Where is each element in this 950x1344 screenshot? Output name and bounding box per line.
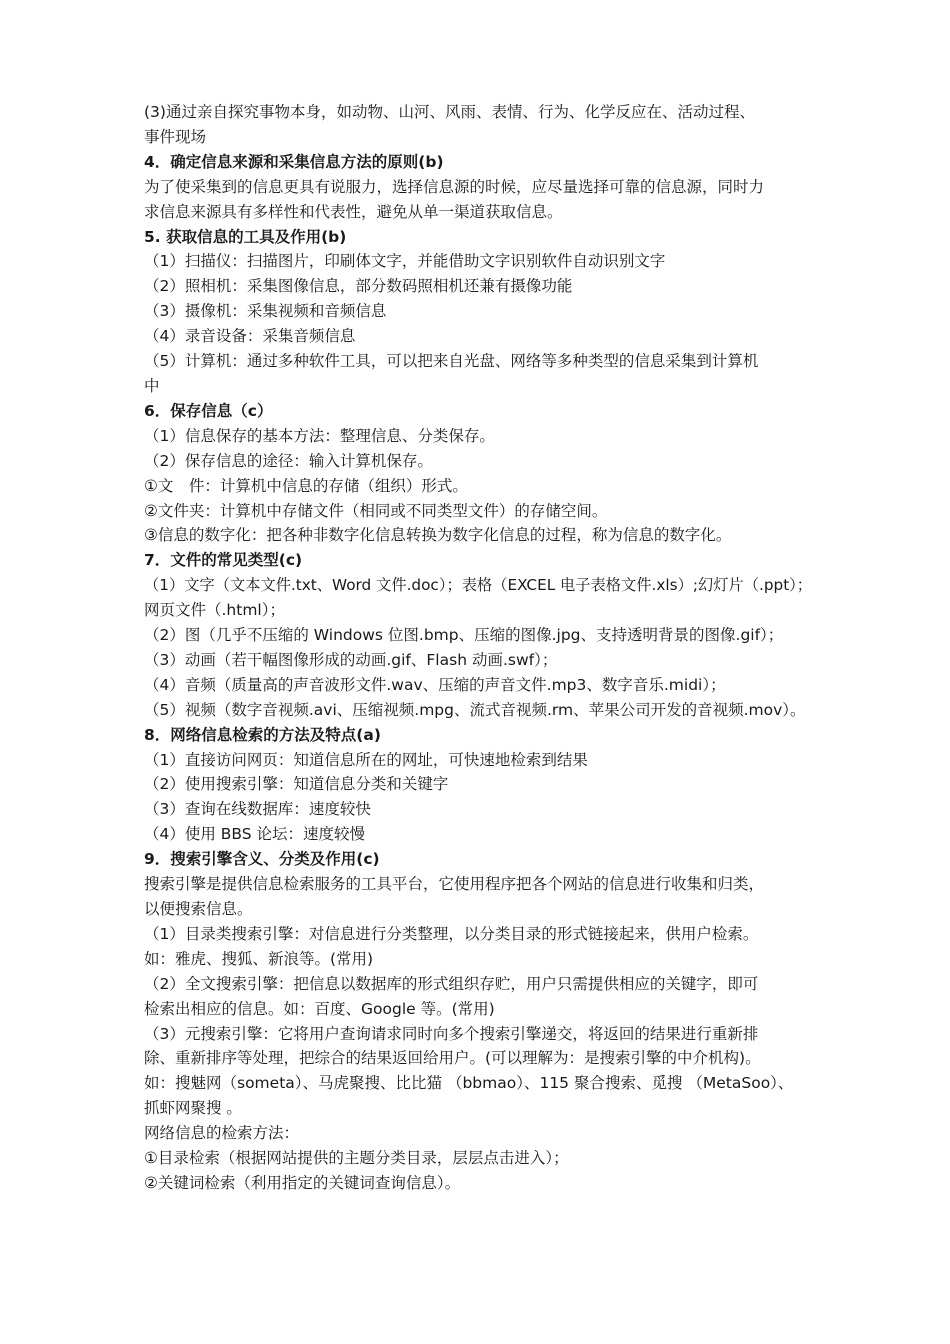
text-line: 如：搜魅网（someta）、马虎聚搜、比比猫 （bbmao）、115 聚合搜索、觅搜 （MetaSoo）、 bbox=[144, 1074, 794, 1093]
text-line: 搜索引擎是提供信息检索服务的工具平台，它使用程序把各个网站的信息进行收集和归类， bbox=[144, 875, 765, 894]
text-line: （2）使用搜索引擎：知道信息分类和关键字 bbox=[144, 775, 449, 794]
text-line: （4）音频（质量高的声音波形文件.wav、压缩的声音文件.mp3、数字音乐.midi）； bbox=[144, 675, 726, 694]
text-line: ①目录检索（根据网站提供的主题分类目录，层层点击进入）； bbox=[144, 1149, 569, 1168]
text-line: ③信息的数字化：把各种非数字化信息转换为数字化信息的过程，称为信息的数字化。 bbox=[144, 526, 732, 545]
text-line: 网页文件（.html）； bbox=[144, 601, 285, 620]
text-line: 事件现场 bbox=[144, 127, 207, 146]
section-heading: 8．网络信息检索的方法及特点(a) bbox=[144, 725, 381, 744]
text-line: （1）扫描仪：扫描图片，印刷体文字，并能借助文字识别软件自动识别文字 bbox=[144, 252, 666, 271]
text-line: 网络信息的检索方法： bbox=[144, 1124, 300, 1143]
section-heading: 9．搜索引擎含义、分类及作用(c) bbox=[144, 850, 380, 869]
section-heading: 4．确定信息来源和采集信息方法的原则(b) bbox=[144, 152, 444, 171]
text-line: （1）信息保存的基本方法：整理信息、分类保存。 bbox=[144, 426, 495, 445]
text-line: （2）保存信息的途径：输入计算机保存。 bbox=[144, 451, 433, 470]
text-line: （1）直接访问网页：知道信息所在的网址，可快速地检索到结果 bbox=[144, 750, 588, 769]
text-line: 以便搜索信息。 bbox=[144, 900, 253, 918]
text-line: （3）元搜索引擎：它将用户查询请求同时向多个搜索引擎递交，将返回的结果进行重新排 bbox=[144, 1024, 759, 1043]
text-line: （3）动画（若干幅图像形成的动画.gif、Flash 动画.swf）； bbox=[144, 650, 558, 669]
section-heading: 6．保存信息（c） bbox=[144, 401, 273, 420]
text-line: 抓虾网聚搜 。 bbox=[144, 1099, 242, 1118]
text-line: 中 bbox=[144, 376, 160, 395]
text-line: ②文件夹：计算机中存储文件（相同或不同类型文件）的存储空间。 bbox=[144, 501, 608, 520]
text-line: （1）目录类搜索引擎：对信息进行分类整理，以分类目录的形式链接起来，供用户检索。 bbox=[144, 924, 759, 943]
text-line: 除、重新排序等处理，把综合的结果返回给用户。(可以理解为：是搜索引擎的中介机构)。 bbox=[144, 1049, 761, 1068]
text-line: ②关键词检索（利用指定的关键词查询信息）。 bbox=[144, 1173, 461, 1192]
section-heading: 5. 获取信息的工具及作用(b) bbox=[144, 227, 347, 246]
text-line: (3)通过亲自探究事物本身，如动物、山河、风雨、表情、行为、化学反应在、活动过程、 bbox=[144, 103, 755, 121]
text-line: （3）摄像机：采集视频和音频信息 bbox=[144, 302, 387, 321]
text-line: ①文 件：计算机中信息的存储（组织）形式。 bbox=[144, 476, 468, 495]
text-line: 如：雅虎、搜狐、新浪等。(常用) bbox=[144, 949, 374, 968]
text-line: （2）全文搜索引擎：把信息以数据库的形式组织存贮，用户只需提供相应的关键字，即可 bbox=[144, 974, 759, 993]
text-line: （2）图（几乎不压缩的 Windows 位图.bmp、压缩的图像.jpg、支持透明背景的图像.gif）； bbox=[144, 626, 784, 645]
text-line: （1）文字（文本文件.txt、Word 文件.doc）；表格（EXCEL 电子表格文件.xls）;幻灯片（.ppt）； bbox=[144, 576, 813, 595]
text-line: （4）录音设备：采集音频信息 bbox=[144, 327, 356, 346]
text-line: （5）计算机：通过多种软件工具，可以把来自光盘、网络等多种类型的信息采集到计算机 bbox=[144, 352, 759, 371]
section-heading: 7．文件的常见类型(c) bbox=[144, 551, 303, 570]
text-line: 检索出相应的信息。如：百度、Google 等。(常用) bbox=[144, 999, 495, 1018]
text-line: （4）使用 BBS 论坛：速度较慢 bbox=[144, 825, 366, 844]
text-line: （3）查询在线数据库：速度较快 bbox=[144, 800, 371, 819]
document-page bbox=[144, 100, 816, 1196]
text-line: 为了使采集到的信息更具有说服力，选择信息源的时候，应尽量选择可靠的信息源，同时力 bbox=[144, 177, 765, 196]
text-line: 求信息来源具有多样性和代表性，避免从单一渠道获取信息。 bbox=[144, 202, 563, 221]
text-line: （2）照相机：采集图像信息，部分数码照相机还兼有摄像功能 bbox=[144, 277, 573, 296]
text-line: （5）视频（数字音视频.avi、压缩视频.mpg、流式音视频.rm、苹果公司开发的音视频.mov）。 bbox=[144, 700, 806, 719]
